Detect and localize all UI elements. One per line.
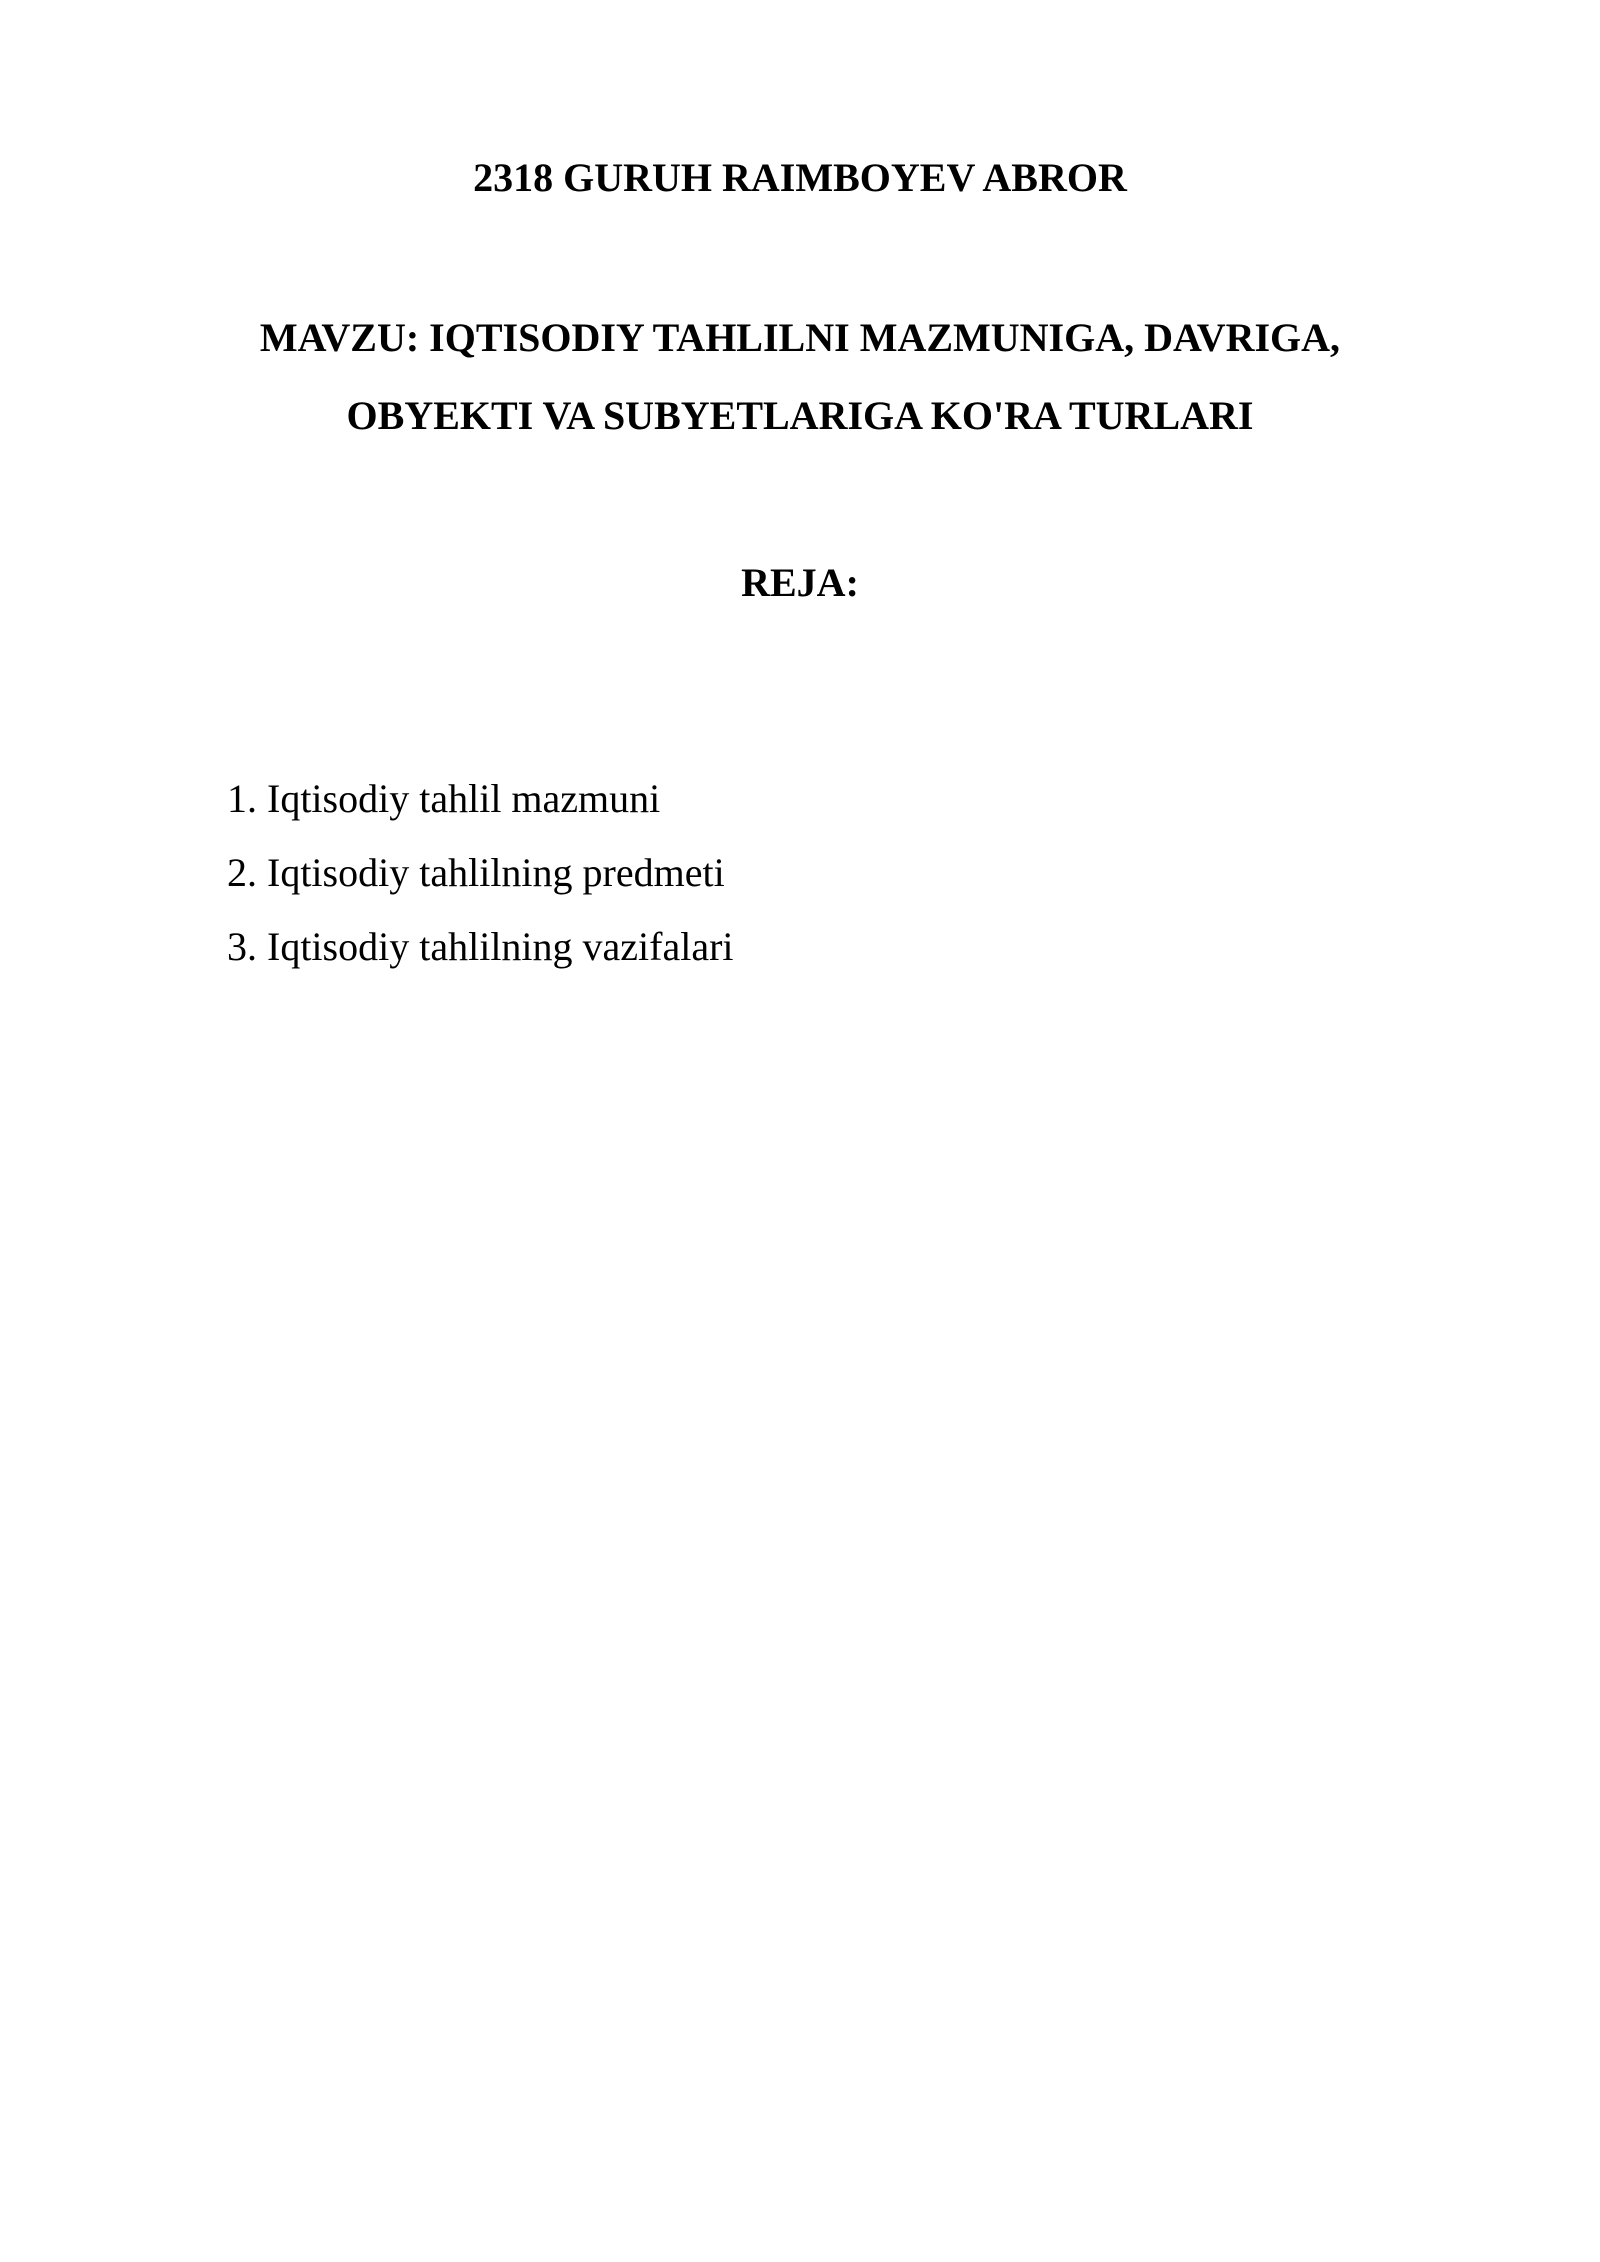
topic-heading bbox=[0, 299, 1600, 455]
topic-line-1: MAVZU: IQTISODIY TAHLILNI MAZMUNIGA, DAVRIGA, bbox=[259, 315, 1341, 360]
plan-title: REJA: bbox=[741, 560, 859, 605]
plan-item: 3. Iqtisodiy tahlilning vazifalari bbox=[227, 924, 734, 969]
topic-line-2: OBYEKTI VA SUBYETLARIGA KO'RA TURLARI bbox=[346, 393, 1254, 438]
plan-item: 1. Iqtisodiy tahlil mazmuni bbox=[227, 776, 661, 821]
group-author-line: 2318 GURUH RAIMBOYEV ABROR bbox=[473, 155, 1127, 200]
plan-item: 2. Iqtisodiy tahlilning predmeti bbox=[227, 850, 725, 895]
plan-list bbox=[227, 762, 734, 984]
